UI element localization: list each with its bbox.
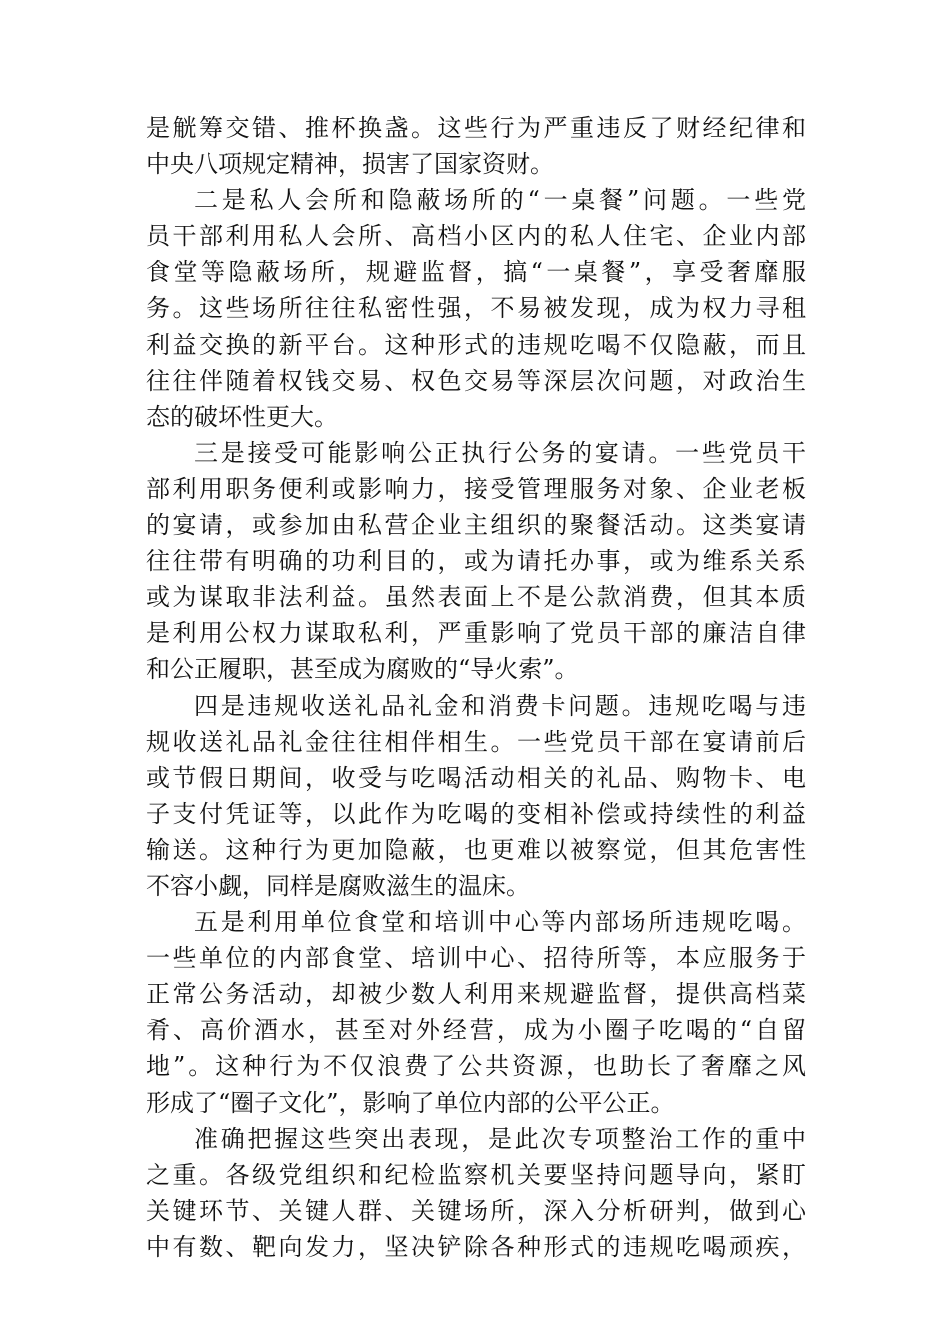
text-line: 规收送礼品礼金往往相伴相生。一些党员干部在宴请前后 [146, 727, 806, 756]
text-line: 食堂等隐蔽场所，规避监督，搞“一桌餐”，享受奢靡服 [146, 258, 806, 287]
text-line: 或节假日期间，收受与吃喝活动相关的礼品、购物卡、电 [146, 763, 806, 792]
text-line: 一些单位的内部食堂、培训中心、招待所等，本应服务于 [146, 944, 806, 973]
text-line: 之重。各级党组织和纪检监察机关要坚持问题导向，紧盯 [146, 1160, 806, 1189]
text-line: 员干部利用私人会所、高档小区内的私人住宅、企业内部 [146, 222, 806, 251]
text-line: 或为谋取非法利益。虽然表面上不是公款消费，但其本质 [146, 583, 806, 612]
text-line: 正常公务活动，却被少数人利用来规避监督，提供高档菜 [146, 980, 806, 1009]
paragraph-start-line: 五是利用单位食堂和培训中心等内部场所违规吃喝。 [194, 908, 806, 937]
text-line: 中央八项规定精神，损害了国家资财。 [146, 150, 554, 179]
text-line: 务。这些场所往往私密性强，不易被发现，成为权力寻租 [146, 294, 806, 323]
text-line: 地”。这种行为不仅浪费了公共资源，也助长了奢靡之风 [146, 1052, 806, 1081]
text-line: 形成了“圈子文化”，影响了单位内部的公平公正。 [146, 1088, 675, 1117]
text-line: 部利用职务便利或影响力，接受管理服务对象、企业老板 [146, 474, 806, 503]
text-line: 和公正履职，甚至成为腐败的“导火索”。 [146, 655, 579, 684]
paragraph-start-line: 四是违规收送礼品礼金和消费卡问题。违规吃喝与违 [194, 691, 806, 720]
text-line: 往往伴随着权钱交易、权色交易等深层次问题，对政治生 [146, 366, 806, 395]
text-line: 子支付凭证等，以此作为吃喝的变相补偿或持续性的利益 [146, 799, 806, 828]
paragraph-start-line: 二是私人会所和隐蔽场所的“一桌餐”问题。一些党 [194, 186, 806, 215]
text-line: 不容小觑，同样是腐败滋生的温床。 [146, 871, 530, 900]
text-line: 态的破坏性更大。 [146, 402, 338, 431]
text-line: 输送。这种行为更加隐蔽，也更难以被察觉，但其危害性 [146, 835, 806, 864]
paragraph-start-line: 三是接受可能影响公正执行公务的宴请。一些党员干 [194, 438, 806, 467]
text-line: 肴、高价酒水，甚至对外经营，成为小圈子吃喝的“自留 [146, 1016, 806, 1045]
text-line: 是利用公权力谋取私利，严重影响了党员干部的廉洁自律 [146, 619, 806, 648]
document-body [146, 110, 806, 1265]
text-line: 的宴请，或参加由私营企业主组织的聚餐活动。这类宴请 [146, 511, 806, 540]
text-line: 中有数、靶向发力，坚决铲除各种形式的违规吃喝顽疾， [146, 1232, 806, 1261]
text-line: 关键环节、关键人群、关键场所，深入分析研判，做到心 [146, 1196, 806, 1225]
text-line: 利益交换的新平台。这种形式的违规吃喝不仅隐蔽，而且 [146, 330, 806, 359]
text-line: 往往带有明确的功利目的，或为请托办事，或为维系关系 [146, 547, 806, 576]
text-line: 是觥筹交错、推杯换盏。这些行为严重违反了财经纪律和 [146, 114, 806, 142]
paragraph-start-line: 准确把握这些突出表现，是此次专项整治工作的重中 [194, 1124, 806, 1153]
